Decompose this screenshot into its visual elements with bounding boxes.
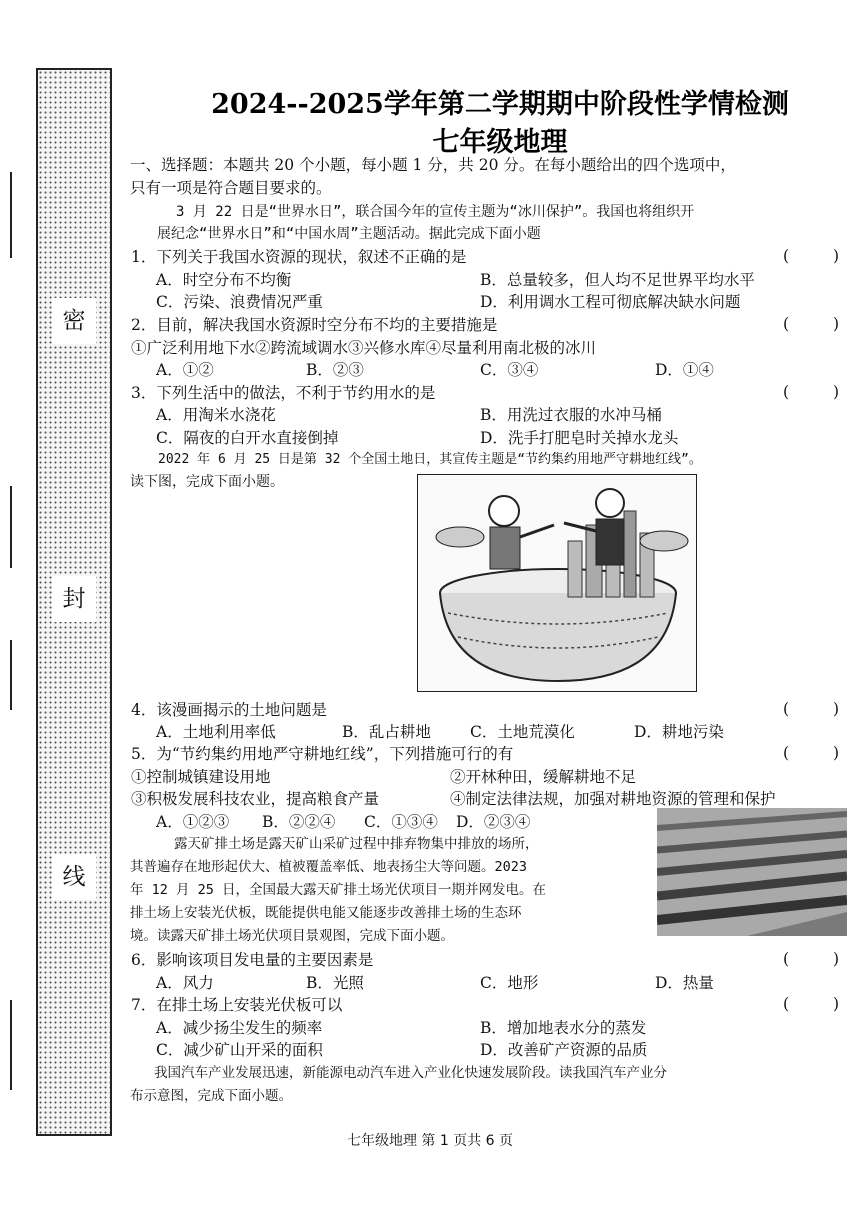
question-5-option-b: B．②②④ — [262, 813, 336, 831]
passage-land-day: 读下图，完成下面小题。 — [130, 474, 284, 490]
question-3-stem: 3．下列生活中的做法，不利于节约用水的是 — [131, 384, 436, 402]
passage-mine: 年 12 月 25 日，全国最大露天矿排土场光伏项目一期并网发电。在 — [130, 882, 547, 898]
question-6-option-d: D．热量 — [655, 974, 714, 992]
question-4-stem: 4．该漫画揭示的土地问题是 — [131, 701, 327, 719]
answer-bracket[interactable]: ( ) — [783, 247, 839, 265]
solar-farm-drawing — [657, 808, 847, 936]
question-7-option-c: C．减少矿山开采的面积 — [156, 1041, 323, 1059]
section-heading: 一、选择题：本题共 20 个小题，每小题 1 分，共 20 分。在每小题给出的四个选项中， — [130, 156, 736, 174]
cartoon-image — [417, 474, 697, 692]
answer-bracket[interactable]: ( ) — [783, 315, 839, 333]
edge-mark — [10, 486, 12, 568]
exam-title: 2024--2025学年第二学期期中阶段性学情检测 — [211, 89, 789, 120]
question-6-stem: 6．影响该项目发电量的主要因素是 — [131, 951, 374, 969]
passage-mine: 排土场上安装光伏板，既能提供电能又能逐步改善排土场的生态环 — [130, 905, 522, 921]
question-1-option-c: C．污染、浪费情况严重 — [156, 293, 323, 311]
question-5-option-a: A．①②③ — [156, 813, 230, 831]
question-4-option-a: A．土地利用率低 — [156, 723, 276, 741]
solar-farm-photo — [657, 808, 847, 936]
question-4-option-d: D．耕地污染 — [634, 723, 724, 741]
answer-bracket[interactable]: ( ) — [783, 383, 839, 401]
passage-auto: 布示意图，完成下面小题。 — [130, 1088, 292, 1104]
answer-bracket[interactable]: ( ) — [783, 950, 839, 968]
passage-auto: 我国汽车产业发展迅速，新能源电动汽车进入产业化快速发展阶段。读我国汽车产业分 — [154, 1065, 667, 1081]
question-5-option-d: D．②③④ — [456, 813, 531, 831]
binding-strip — [36, 68, 112, 1136]
exam-subtitle: 七年级地理 — [432, 127, 568, 158]
question-6-option-c: C．地形 — [480, 974, 539, 992]
question-7-stem: 7．在排土场上安装光伏板可以 — [131, 996, 343, 1014]
binding-char-xian: 线 — [52, 854, 96, 900]
passage-land-day: 2022 年 6 月 25 日是第 32 个全国土地日，其宣传主题是“节约集约用地严守耕地红线”。 — [158, 452, 702, 467]
question-7-option-d: D．改善矿产资源的品质 — [480, 1041, 648, 1059]
answer-bracket[interactable]: ( ) — [783, 700, 839, 718]
edge-mark — [10, 1000, 12, 1090]
passage-mine: 露天矿排土场是露天矿山采矿过程中排弃物集中排放的场所， — [174, 836, 539, 852]
passage-water-day: 展纪念“世界水日”和“中国水周”主题活动。据此完成下面小题 — [157, 226, 541, 242]
question-1-option-b: B．总量较多，但人均不足世界平均水平 — [480, 271, 755, 289]
cartoon-drawing — [418, 475, 695, 690]
question-2-option-d: D．①④ — [655, 361, 714, 379]
question-7-option-b: B．增加地表水分的蒸发 — [480, 1019, 647, 1037]
page-footer: 七年级地理 第 1 页共 6 页 — [346, 1133, 514, 1149]
question-4-option-c: C．土地荒漠化 — [470, 723, 575, 741]
question-1-option-d: D．利用调水工程可彻底解决缺水问题 — [480, 293, 741, 311]
passage-mine: 境。读露天矿排土场光伏项目景观图，完成下面小题。 — [130, 928, 454, 944]
answer-bracket[interactable]: ( ) — [783, 995, 839, 1013]
question-7-option-a: A．减少扬尘发生的频率 — [156, 1019, 323, 1037]
question-3-option-d: D．洗手打肥皂时关掉水龙头 — [480, 429, 679, 447]
question-3-option-c: C．隔夜的白开水直接倒掉 — [156, 429, 339, 447]
question-5-item-3: ③积极发展科技农业，提高粮食产量 — [131, 790, 380, 808]
question-5-stem: 5．为“节约集约用地严守耕地红线”，下列措施可行的有 — [131, 745, 514, 763]
question-4-option-b: B．乱占耕地 — [342, 723, 431, 741]
question-1-stem: 1．下列关于我国水资源的现状，叙述不正确的是 — [131, 248, 467, 266]
edge-mark — [10, 172, 12, 258]
question-5-item-1: ①控制城镇建设用地 — [131, 768, 271, 786]
binding-char-feng: 封 — [52, 576, 96, 622]
question-5-option-c: C．①③④ — [364, 813, 438, 831]
question-3-option-a: A．用淘米水浇花 — [156, 406, 276, 424]
question-3-option-b: B．用洗过衣服的水冲马桶 — [480, 406, 662, 424]
question-5-item-4: ④制定法律法规，加强对耕地资源的管理和保护 — [450, 790, 776, 808]
section-heading: 只有一项是符合题目要求的。 — [130, 179, 332, 197]
edge-mark — [10, 640, 12, 710]
question-6-option-a: A．风力 — [156, 974, 214, 992]
question-2-option-c: C．③④ — [480, 361, 539, 379]
question-5-item-2: ②开林种田，缓解耕地不足 — [450, 768, 637, 786]
passage-water-day: 3 月 22 日是“世界水日”，联合国今年的宣传主题为“冰川保护”。我国也将组织开 — [176, 204, 695, 220]
question-1-option-a: A．时空分布不均衡 — [156, 271, 292, 289]
question-2-items: ①广泛利用地下水②跨流域调水③兴修水库④尽量利用南北极的冰川 — [131, 339, 597, 357]
passage-mine: 其普遍存在地形起伏大、植被覆盖率低、地表扬尘大等问题。2023 — [130, 859, 528, 875]
question-2-option-a: A．①② — [156, 361, 214, 379]
binding-char-mi: 密 — [52, 298, 96, 344]
question-2-option-b: B．②③ — [306, 361, 364, 379]
question-2-stem: 2．目前，解决我国水资源时空分布不均的主要措施是 — [131, 316, 498, 334]
answer-bracket[interactable]: ( ) — [783, 744, 839, 762]
question-6-option-b: B．光照 — [306, 974, 364, 992]
